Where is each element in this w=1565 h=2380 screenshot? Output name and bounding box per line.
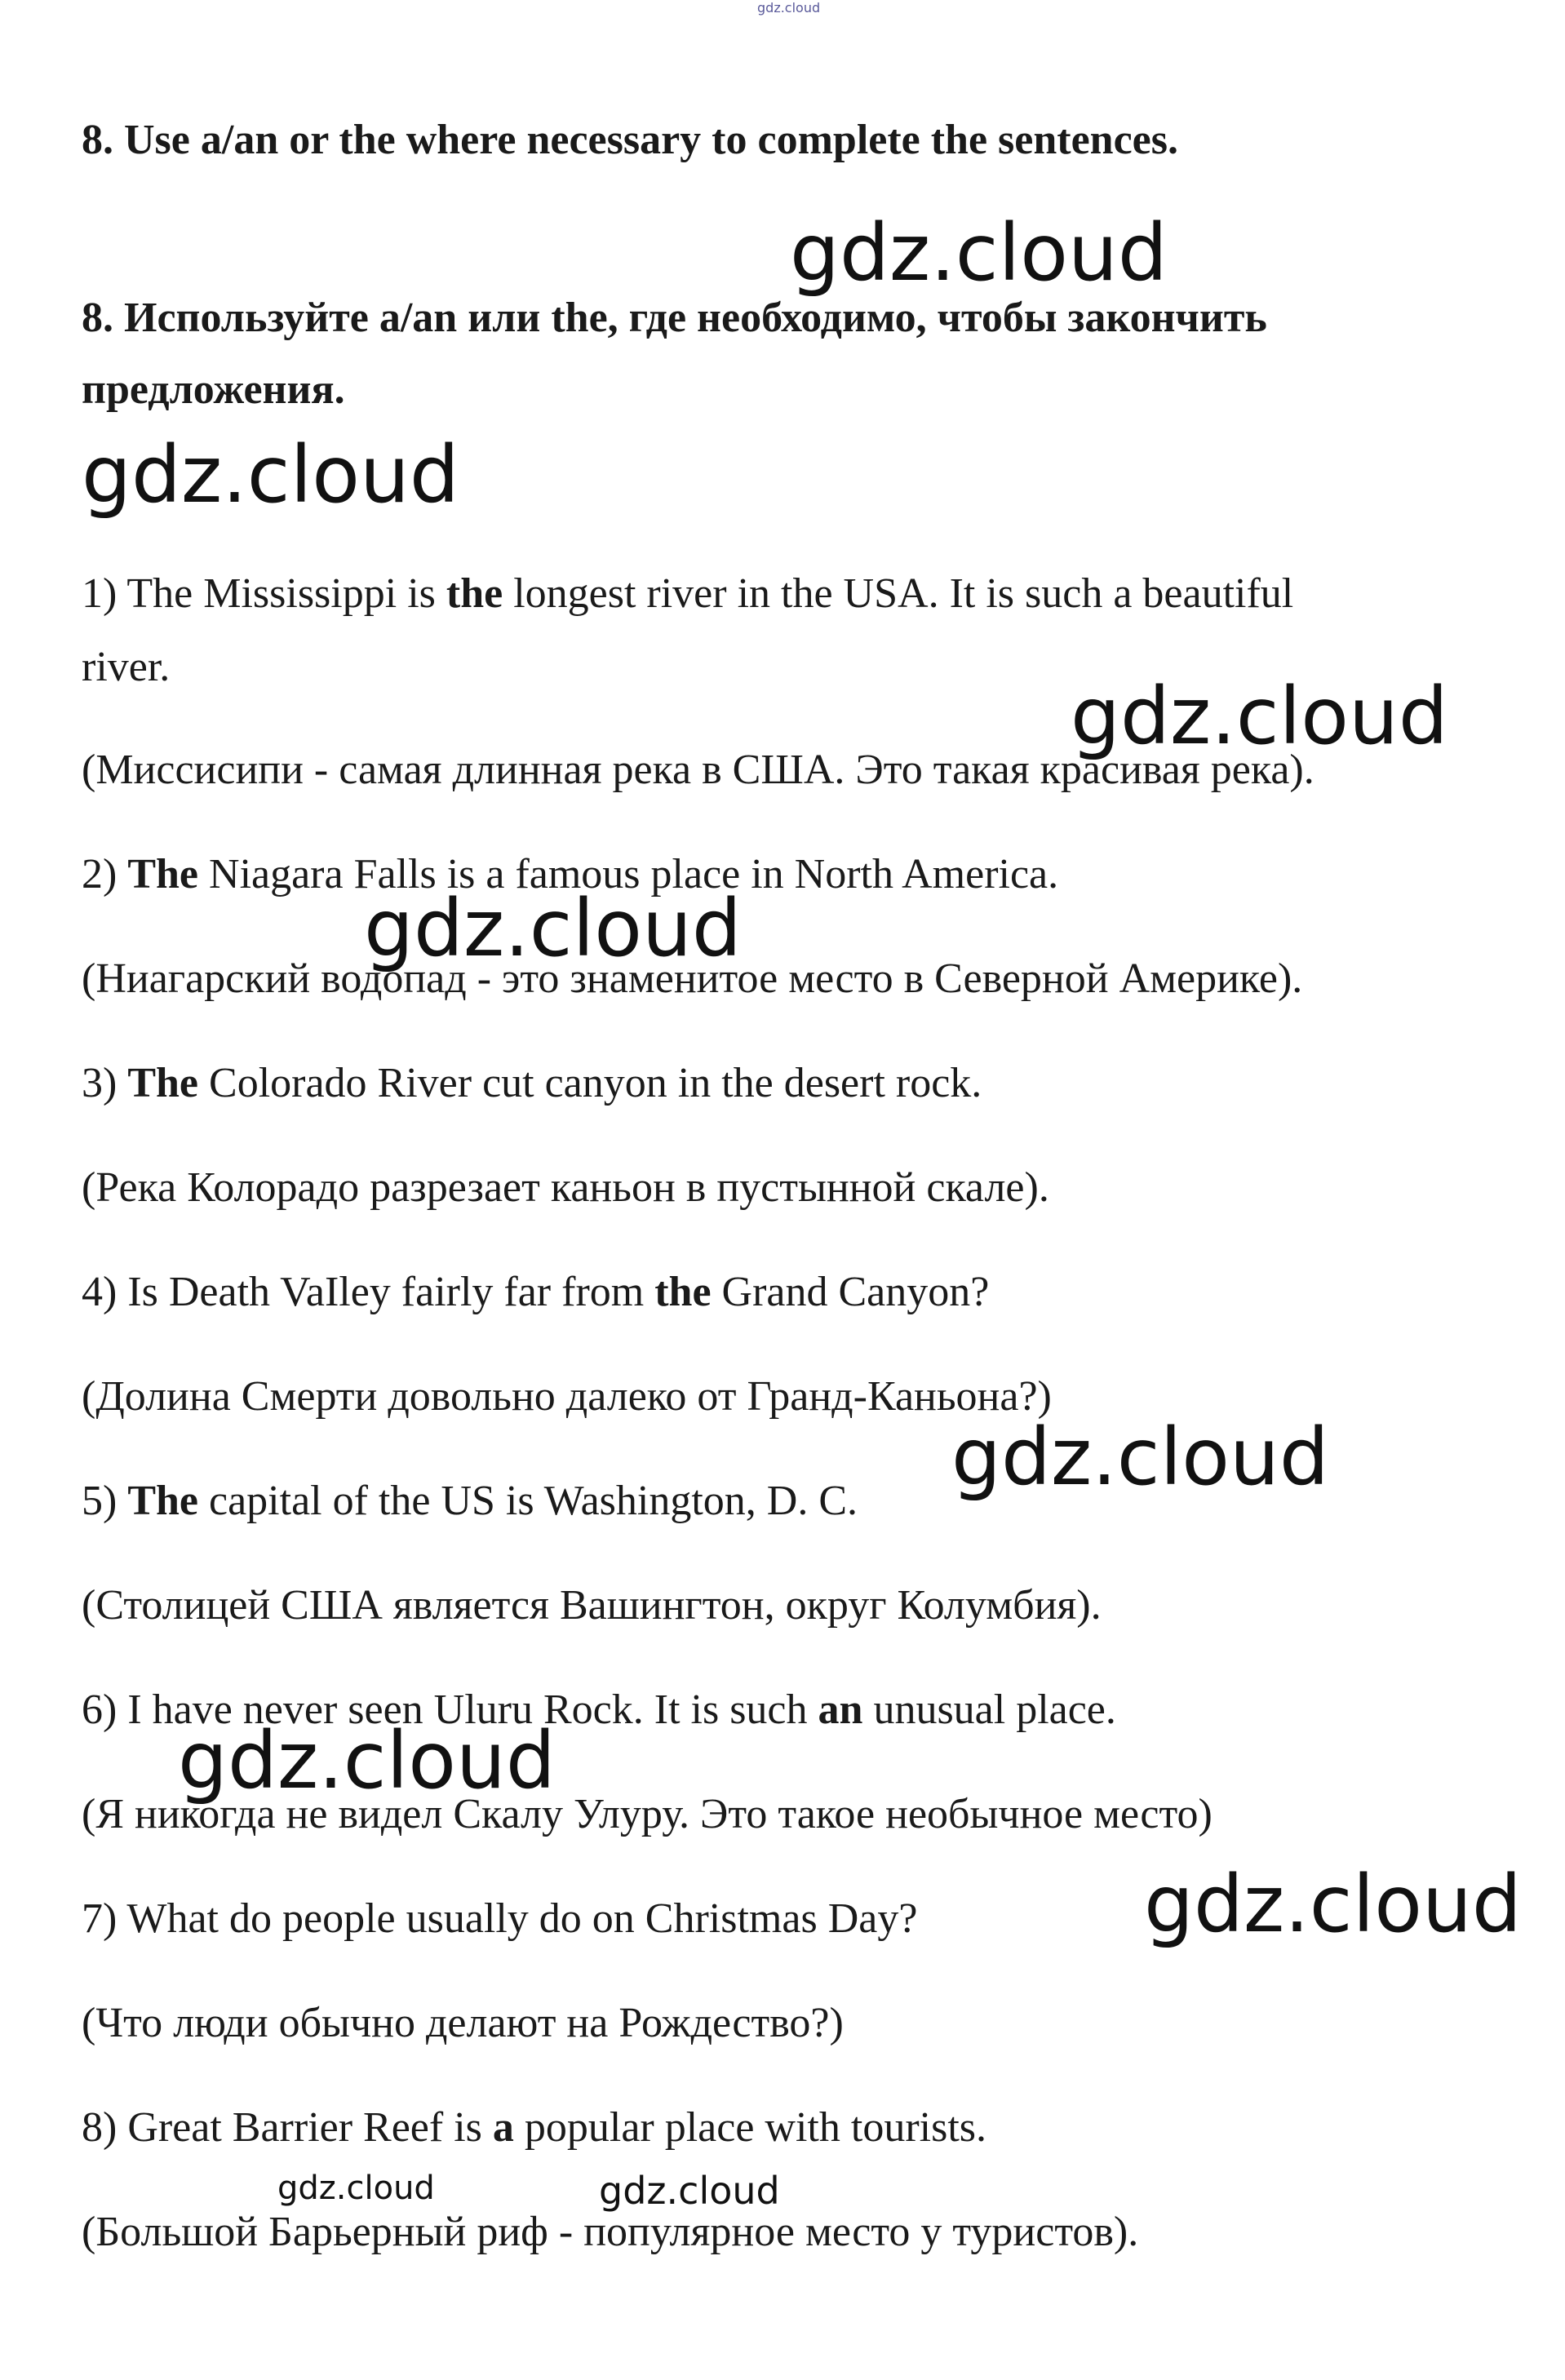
watermark: gdz.cloud (1144, 1859, 1522, 1950)
answer-article: the (446, 570, 503, 617)
watermark: gdz.cloud (790, 207, 1168, 299)
item-3-en: 3) The Colorado River cut canyon in the desert rock. (82, 1060, 982, 1106)
task-title-en: 8. Use a/an or the where necessary to complete the sentences. (82, 117, 1179, 163)
item-1-en-line1: 1) The Mississippi is the longest river in the USA. It is such a beautiful (82, 570, 1294, 617)
item-2-ru: (Ниагарский водопад - это знаменитое место в Северной Америке). (82, 955, 1303, 1002)
watermark: gdz.cloud (277, 2169, 435, 2207)
answer-article: the (654, 1269, 712, 1315)
item-7-en: 7) What do people usually do on Christmas Day? (82, 1895, 918, 1942)
item-7-ru: (Что люди обычно делают на Рождество?) (82, 2000, 844, 2046)
watermark: gdz.cloud (951, 1412, 1329, 1503)
item-4-ru: (Долина Смерти довольно далеко от Гранд-Каньона?) (82, 1373, 1052, 1420)
answer-article: a (492, 2104, 514, 2151)
task-title-ru-line1: 8. Используйте a/an или the, где необходимо, чтобы закончить (82, 295, 1267, 341)
item-3-ru: (Река Колорадо разрезает каньон в пустынной скале). (82, 1164, 1049, 1211)
item-6-ru: (Я никогда не видел Скалу Улуру. Это такое необычное место) (82, 1791, 1213, 1837)
item-8-en: 8) Great Barrier Reef is a popular place with tourists. (82, 2104, 986, 2151)
item-5-ru: (Столицей США является Вашингтон, округ Колумбия). (82, 1582, 1102, 1629)
item-4-en: 4) Is Death VaIley fairly far from the Grand Canyon? (82, 1269, 990, 1315)
watermark: gdz.cloud (1071, 671, 1448, 762)
watermark: gdz.cloud (178, 1715, 556, 1806)
item-6-en: 6) I have never seen Uluru Rock. It is such an unusual place. (82, 1686, 1116, 1733)
watermark: gdz.cloud (599, 2169, 780, 2213)
item-2-en: 2) The Niagara Falls is a famous place in North America. (82, 851, 1059, 897)
watermark: gdz.cloud (82, 429, 459, 521)
item-1-en-line2: river. (82, 644, 171, 690)
answer-article: The (127, 1478, 199, 1524)
watermark: gdz.cloud (364, 883, 742, 974)
item-5-en: 5) The capital of the US is Washington, D. C. (82, 1478, 858, 1524)
item-8-ru: (Большой Барьерный риф - популярное место у туристов). (82, 2209, 1139, 2255)
item-1-ru: (Миссисипи - самая длинная река в США. Это такая красивая река). (82, 747, 1315, 793)
answer-article: The (127, 851, 199, 897)
task-title-ru-line2: предложения. (82, 366, 345, 413)
answer-article: The (127, 1060, 199, 1106)
top-watermark: gdz.cloud (757, 0, 821, 16)
answer-article: an (818, 1686, 863, 1733)
